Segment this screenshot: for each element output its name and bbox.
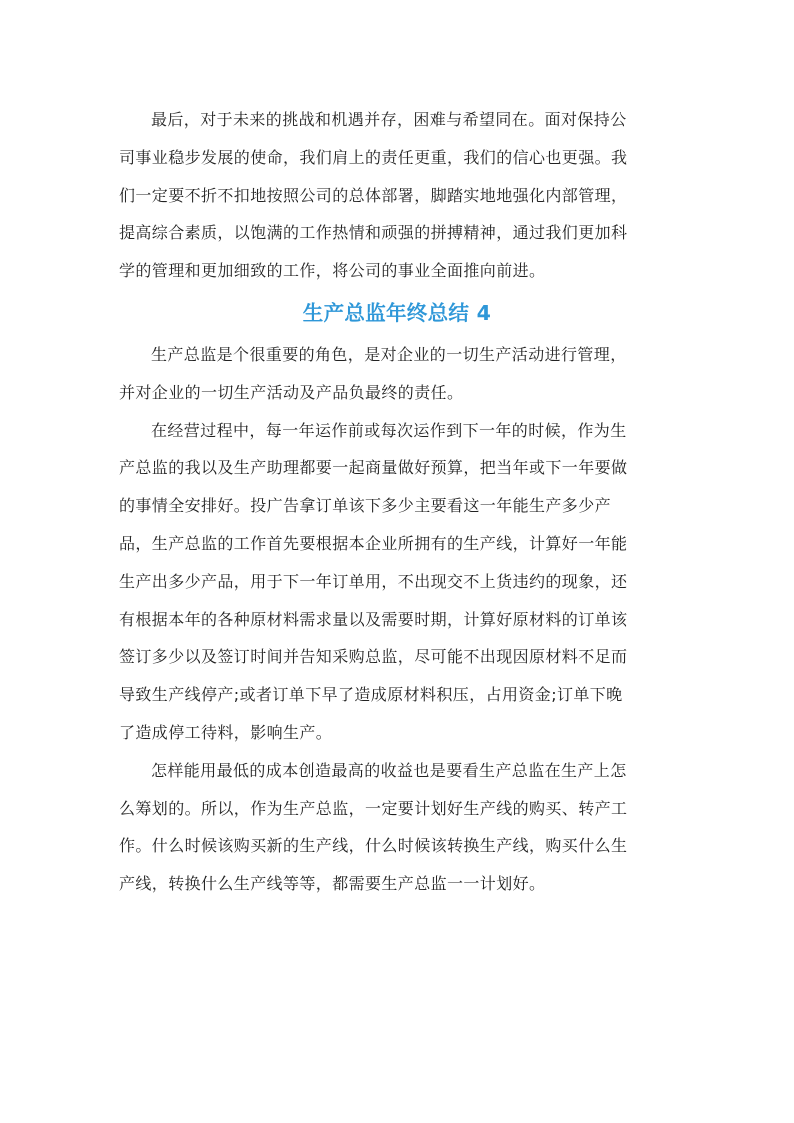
paragraph-line: 签订多少以及签订时间并告知采购总监，尽可能不出现因原材料不足而 bbox=[119, 647, 628, 667]
paragraph-line: 司事业稳步发展的使命，我们肩上的责任更重，我们的信心也更强。我 bbox=[119, 147, 628, 167]
paragraph-line: 产线，转换什么生产线等等，都需要生产总监一一计划好。 bbox=[119, 874, 546, 894]
paragraph-line: 的事情全安排好。投广告拿订单该下多少主要看这一年能生产多少产 bbox=[119, 496, 612, 516]
paragraph-line: 了造成停工待料，影响生产。 bbox=[119, 722, 333, 742]
paragraph-line: 并对企业的一切生产活动及产品负最终的责任。 bbox=[119, 382, 464, 402]
paragraph-line: 生产总监是个很重要的角色，是对企业的一切生产活动进行管理， bbox=[151, 344, 627, 364]
body-paragraph bbox=[119, 336, 675, 412]
paragraph-line: 作。什么时候该购买新的生产线，什么时候该转换生产线，购买什么生 bbox=[119, 836, 628, 856]
paragraph-line: 导致生产线停产;或者订单下早了造成原材料积压，占用资金;订单下晚 bbox=[119, 685, 623, 705]
body-paragraph bbox=[119, 752, 675, 903]
paragraph-line: 怎样能用最低的成本创造最高的收益也是要看生产总监在生产上怎 bbox=[151, 760, 627, 780]
section-before-heading bbox=[119, 101, 675, 290]
paragraph-line: 最后，对于未来的挑战和机遇并存，困难与希望同在。面对保持公 bbox=[151, 110, 627, 129]
body-paragraph bbox=[119, 101, 675, 290]
section-heading: 生产总监年终总结 4 bbox=[302, 300, 492, 325]
paragraph-line: 产总监的我以及生产助理都要一起商量做好预算，把当年或下一年要做 bbox=[119, 458, 628, 478]
paragraph-line: 生产出多少产品，用于下一年订单用，不出现交不上货违约的现象，还 bbox=[119, 571, 628, 591]
body-paragraph bbox=[119, 412, 675, 752]
paragraph-line: 品，生产总监的工作首先要根据本企业所拥有的生产线，计算好一年能 bbox=[119, 533, 628, 553]
paragraph-line: 在经营过程中，每一年运作前或每次运作到下一年的时候，作为生 bbox=[151, 420, 627, 440]
paragraph-line: 么筹划的。所以，作为生产总监，一定要计划好生产线的购买、转产工 bbox=[119, 798, 628, 818]
paragraph-line: 有根据本年的各种原材料需求量以及需要时期，计算好原材料的订单该 bbox=[119, 609, 628, 629]
paragraph-line: 提高综合素质，以饱满的工作热情和顽强的拼搏精神，通过我们更加科 bbox=[119, 223, 628, 243]
document-page bbox=[119, 101, 675, 903]
paragraph-line: 们一定要不折不扣地按照公司的总体部署，脚踏实地地强化内部管理， bbox=[119, 185, 628, 205]
paragraph-line: 学的管理和更加细致的工作，将公司的事业全面推向前进。 bbox=[119, 261, 546, 281]
section-after-heading bbox=[119, 336, 675, 903]
